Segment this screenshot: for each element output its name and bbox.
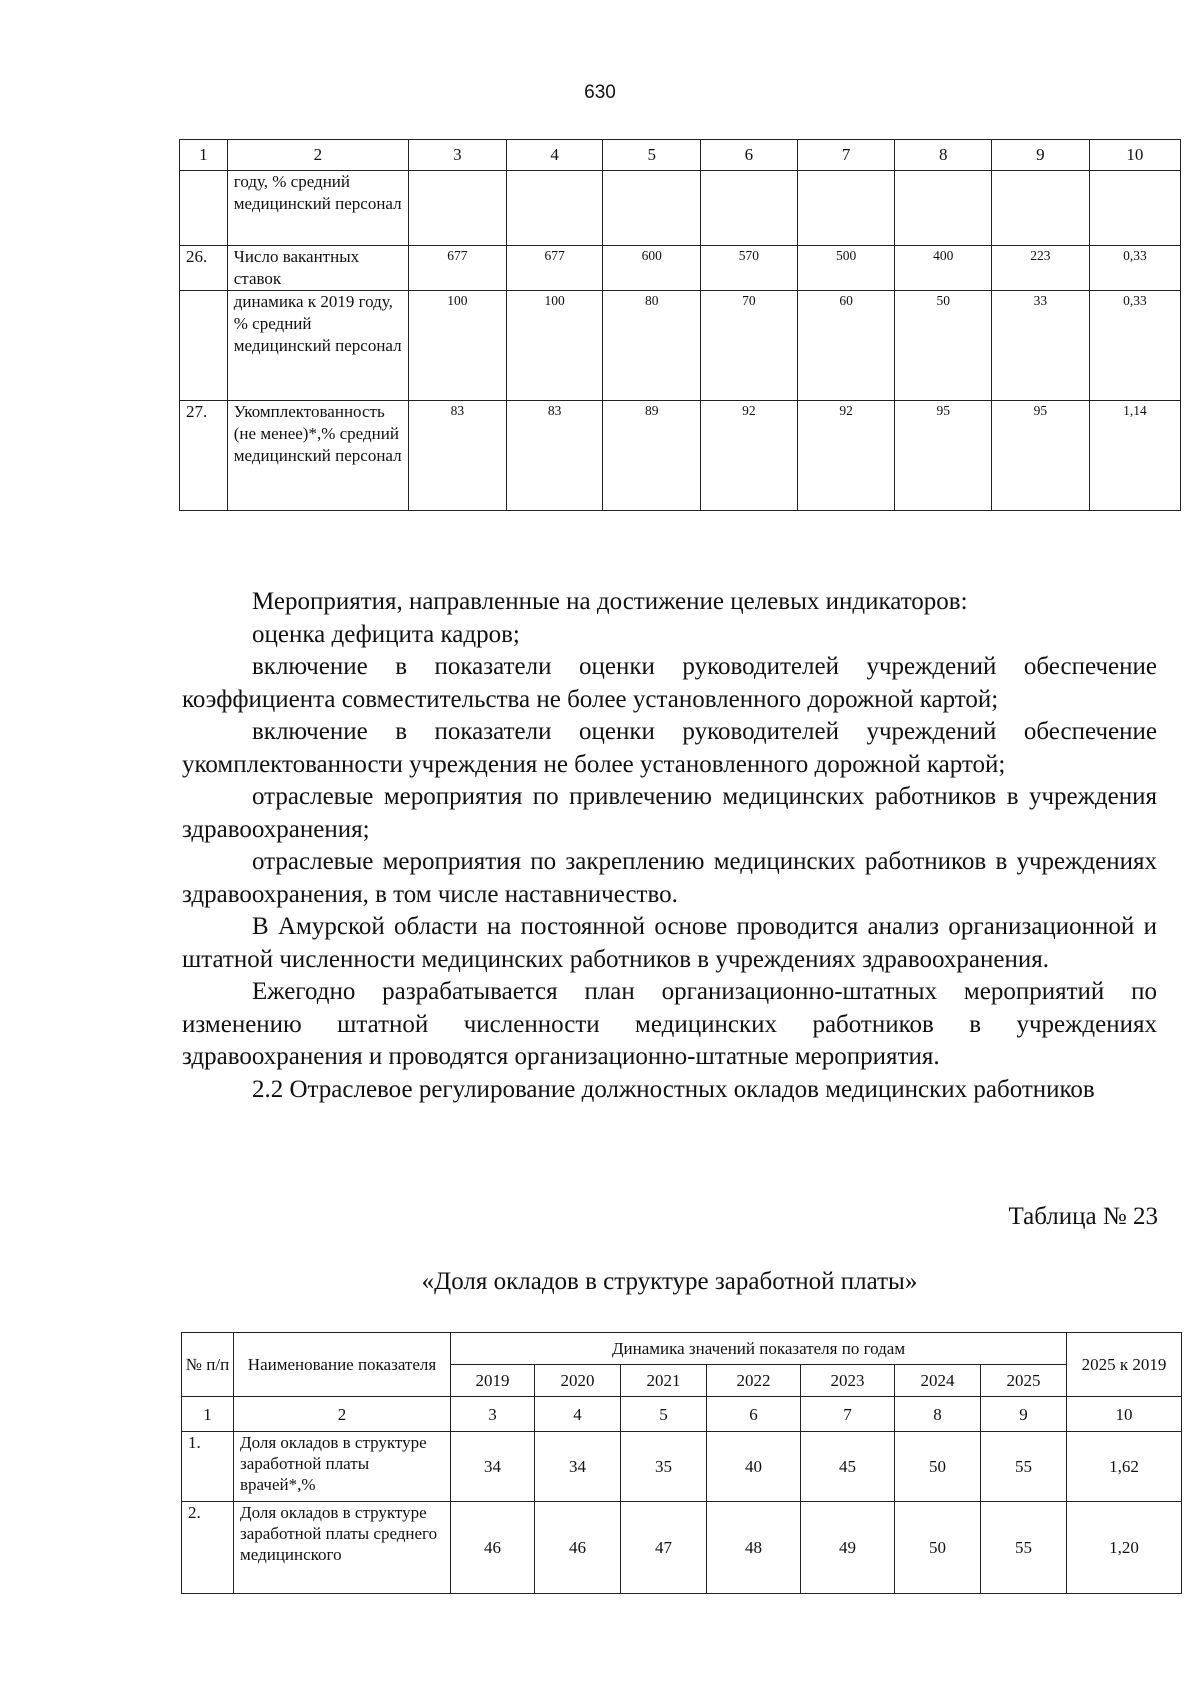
value-cell: 95 [895,401,992,511]
value-cell: 100 [409,291,507,401]
column-number: 5 [603,140,701,171]
staffing-table [179,139,1181,511]
salary-share-table [181,1332,1182,1594]
paragraph: включение в показатели оценки руководителей учреждений обеспечение укомплектованности учреждения не более установленного дорожной картой; [182,718,1157,778]
value-cell: 83 [409,401,507,511]
column-number: 6 [701,140,798,171]
value-cell: 55 [981,1432,1067,1502]
paragraph: отраслевые мероприятия по привлечению медицинских работников в учреждения здравоохранения; [182,783,1157,843]
value-cell [895,171,992,246]
value-cell [797,171,895,246]
paragraph: Мероприятия, направленные на достижение целевых индикаторов: [252,588,968,615]
header-ratio: 2025 к 2019 [1067,1333,1182,1397]
value-cell: 46 [535,1502,621,1594]
column-number: 4 [506,140,603,171]
indicator-name: Укомплектованность (не менее)*,% средний медицинский персонал [227,401,408,511]
value-cell: 49 [801,1502,895,1594]
value-cell: 95 [992,401,1090,511]
value-cell: 100 [506,291,603,401]
value-cell: 1,20 [1067,1502,1182,1594]
value-cell [603,171,701,246]
column-number: 10 [1067,1397,1182,1432]
indicator-name: Доля окладов в структуре заработной платы врачей*,% [234,1432,451,1502]
year-header: 2023 [801,1365,895,1397]
column-number-row [180,140,1181,171]
value-cell: 570 [701,246,798,291]
column-number: 9 [992,140,1090,171]
value-cell: 92 [701,401,798,511]
column-number: 8 [895,1397,981,1432]
value-cell: 500 [797,246,895,291]
value-cell: 47 [621,1502,707,1594]
row-index: 27. [180,401,228,511]
value-cell: 400 [895,246,992,291]
row-index: 2. [182,1502,234,1594]
value-cell [506,171,603,246]
value-cell: 89 [603,401,701,511]
value-cell: 1,14 [1089,401,1180,511]
column-number: 10 [1089,140,1180,171]
value-cell: 35 [621,1432,707,1502]
value-cell [409,171,507,246]
column-number: 7 [801,1397,895,1432]
value-cell: 46 [451,1502,535,1594]
value-cell: 600 [603,246,701,291]
column-number: 3 [451,1397,535,1432]
header-dynamics: Динамика значений показателя по годам [451,1333,1067,1365]
year-header: 2020 [535,1365,621,1397]
year-header: 2019 [451,1365,535,1397]
row-index [180,291,228,401]
table-row [180,291,1181,401]
column-number: 2 [234,1397,451,1432]
value-cell: 677 [409,246,507,291]
value-cell: 60 [797,291,895,401]
row-index [180,171,228,246]
paragraph: оценка дефицита кадров; [252,620,520,648]
column-number: 3 [409,140,507,171]
value-cell: 34 [451,1432,535,1502]
paragraph: отраслевые мероприятия по закреплению медицинских работников в учреждениях здравоохранения, в том числе наставничество. [182,848,1157,908]
staffing-table-body [180,140,1181,511]
year-header: 2025 [981,1365,1067,1397]
column-number: 4 [535,1397,621,1432]
table-title: «Доля окладов в структуре заработной платы» [421,1268,918,1295]
column-number: 7 [797,140,895,171]
indicator-name: Доля окладов в структуре заработной платы среднего медицинского [234,1502,451,1594]
paragraph: 2.2 Отраслевое регулирование должностных окладов медицинских работников [252,1075,1095,1103]
year-header: 2022 [707,1365,801,1397]
header-name: Наименование показателя [234,1333,451,1397]
value-cell [1089,171,1180,246]
table-row [180,171,1181,246]
value-cell: 50 [895,291,992,401]
indicator-name: году, % средний медицинский персонал [227,171,408,246]
table-row [180,246,1181,291]
column-number: 6 [707,1397,801,1432]
paragraph: включение в показатели оценки руководителей учреждений обеспечение коэффициента совместительства не более установленного дорожной картой; [182,653,1157,713]
table-row [180,401,1181,511]
year-header: 2021 [621,1365,707,1397]
value-cell: 80 [603,291,701,401]
column-number: 9 [981,1397,1067,1432]
column-number: 2 [227,140,408,171]
indicator-name: Число вакантных ставок [227,246,408,291]
value-cell [992,171,1090,246]
value-cell: 92 [797,401,895,511]
value-cell: 45 [801,1432,895,1502]
page-number: 630 [584,82,616,103]
indicator-name: динамика к 2019 году, % средний медицинский персонал [227,291,408,401]
table-number-label: Таблица № 23 [1008,1203,1158,1230]
value-cell: 48 [707,1502,801,1594]
column-number: 8 [895,140,992,171]
table-row [182,1432,1182,1502]
value-cell: 34 [535,1432,621,1502]
column-number: 5 [621,1397,707,1432]
value-cell: 50 [895,1502,981,1594]
value-cell: 70 [701,291,798,401]
row-index: 26. [180,246,228,291]
column-number: 1 [180,140,228,171]
value-cell: 1,62 [1067,1432,1182,1502]
value-cell: 33 [992,291,1090,401]
salary-share-table-body [182,1432,1182,1594]
value-cell: 40 [707,1432,801,1502]
value-cell [701,171,798,246]
paragraph: Ежегодно разрабатывается план организационно-штатных мероприятий по изменению штатной численности медицинских работников в учреждениях здравоохранения и проводятся организационно-штатные мероприятия. [182,978,1157,1070]
value-cell: 83 [506,401,603,511]
value-cell: 223 [992,246,1090,291]
table-row [182,1502,1182,1594]
column-number-row [182,1397,1182,1432]
year-header: 2024 [895,1365,981,1397]
value-cell: 677 [506,246,603,291]
header-num: № п/п [182,1333,234,1397]
value-cell: 50 [895,1432,981,1502]
row-index: 1. [182,1432,234,1502]
value-cell: 0,33 [1089,291,1180,401]
column-number: 1 [182,1397,234,1432]
value-cell: 55 [981,1502,1067,1594]
body-text [182,586,1157,1106]
paragraph: В Амурской области на постоянной основе проводится анализ организационной и штатной численности медицинских работников в учреждениях здравоохранения. [182,913,1157,973]
value-cell: 0,33 [1089,246,1180,291]
